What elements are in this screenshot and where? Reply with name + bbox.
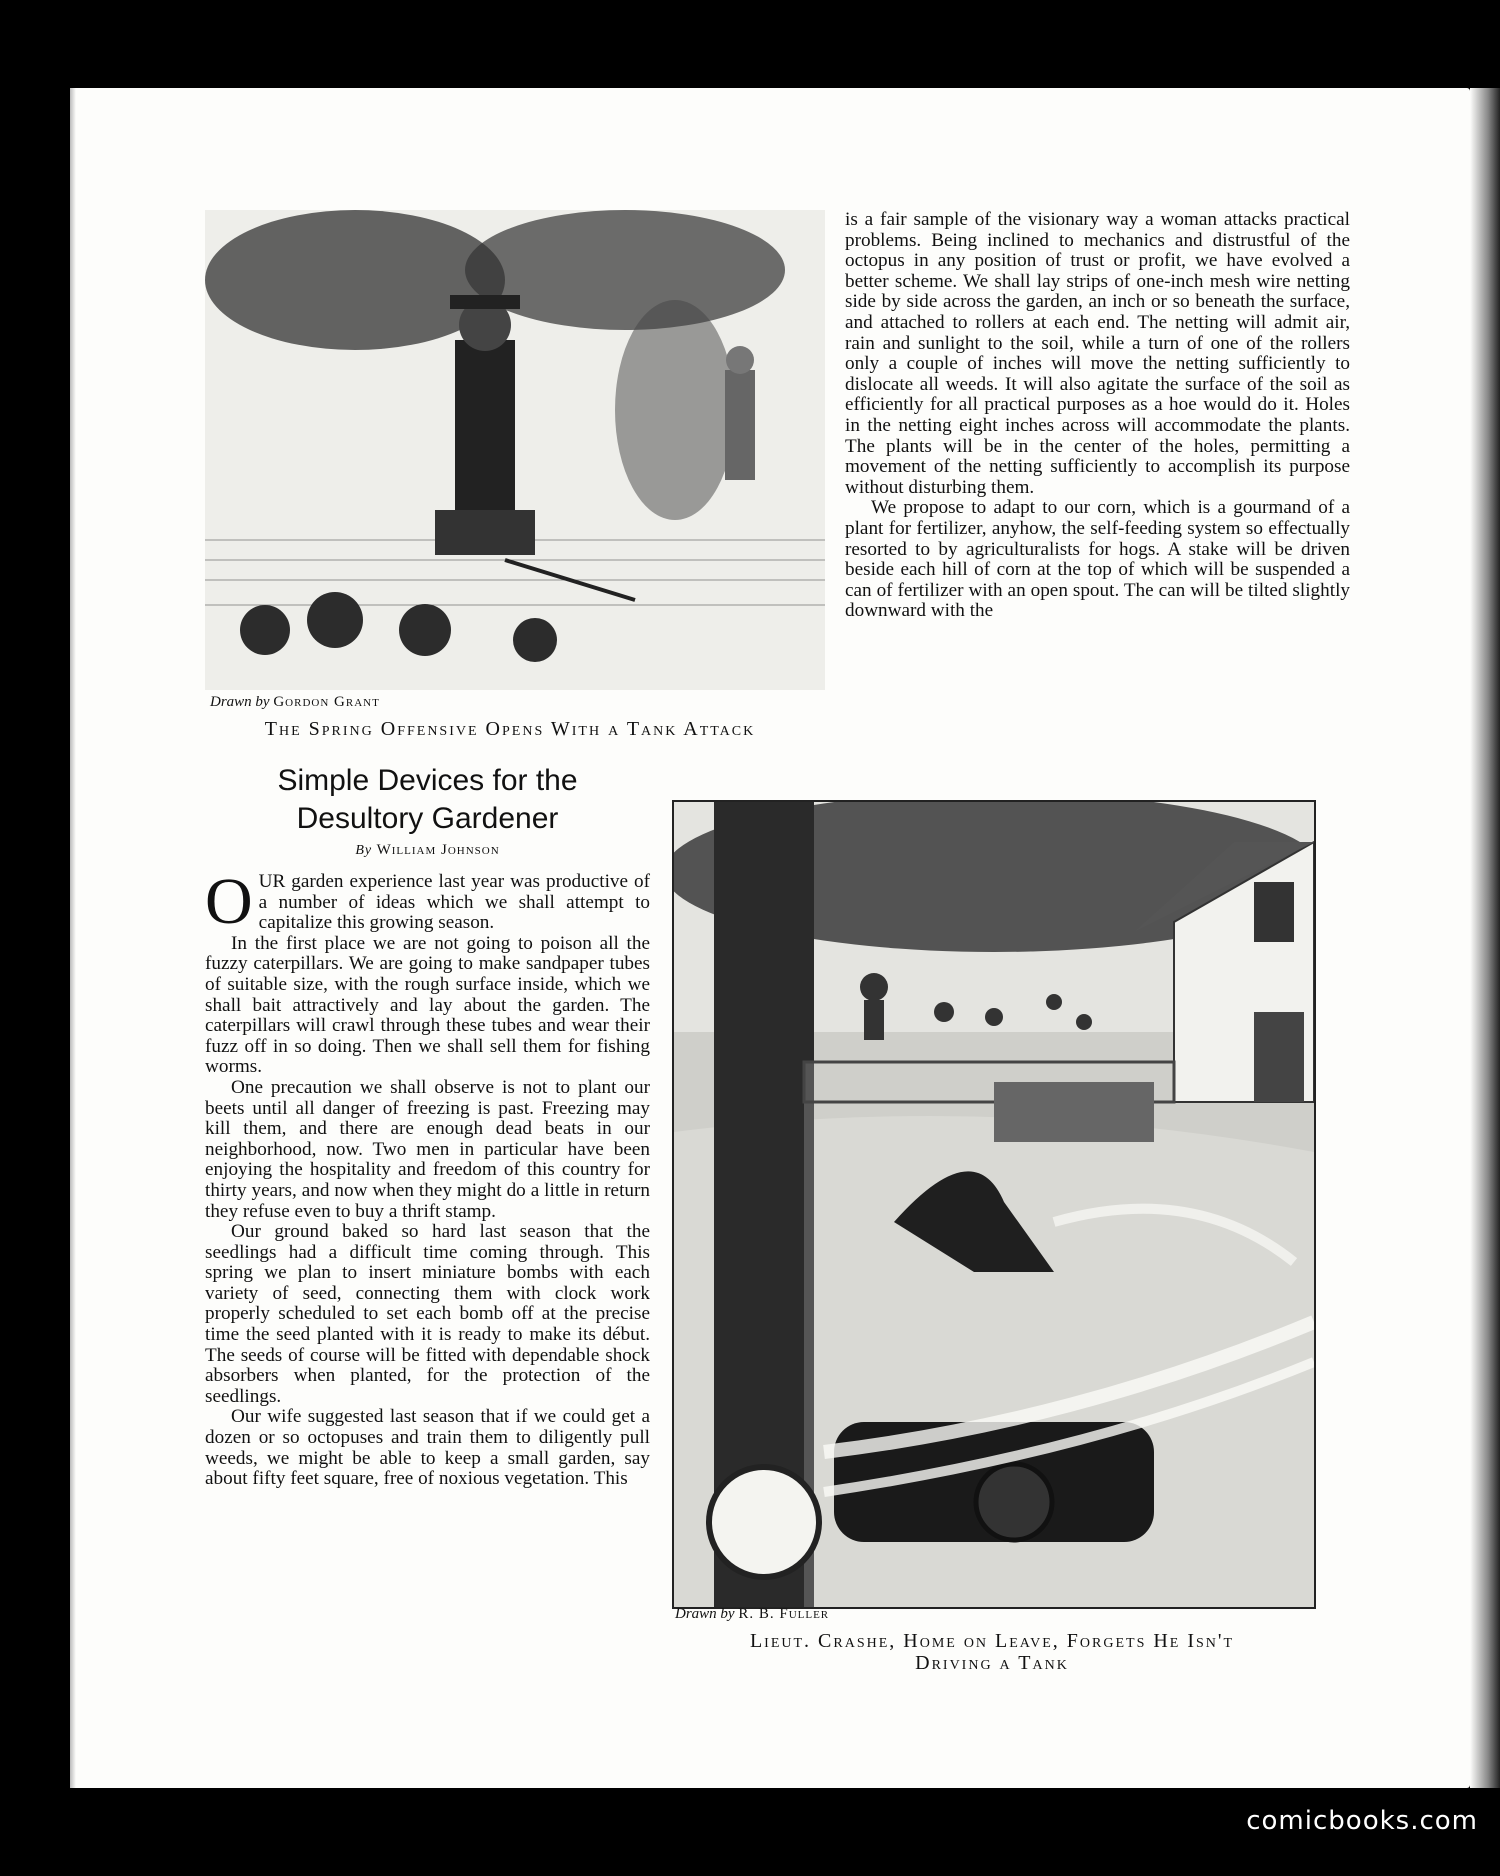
site-watermark: comicbooks.com bbox=[1246, 1806, 1478, 1836]
bottom-illustration-caption bbox=[672, 1630, 1312, 1674]
credit-prefix: Drawn by bbox=[210, 694, 270, 710]
left-column-text bbox=[205, 865, 650, 1490]
article-paragraph: We propose to adapt to our corn, which is a gourmand of a plant for fertilizer, anyhow, the self-feeding system so effectually resorted to by agriculturalists for hogs. A stake will be driven beside each hill of corn at the top of which will be suspended a can of fertilizer with an open spout. The can will be tilted slightly downward with the bbox=[845, 497, 1350, 622]
top-illustration-caption: The Spring Offensive Opens With a Tank Attack bbox=[264, 718, 756, 740]
article-paragraph: In the first place we are not going to poison all the fuzzy caterpillars. We are going to make sandpaper tubes of suitable size, with the rough surface inside, which we shall bait attractively and lay about the garden. The caterpillars will crawl through these tubes and wear their fuzz off in so doing. Then we shall sell them for fishing worms. bbox=[205, 932, 650, 1078]
page-spine-shadow bbox=[1470, 88, 1500, 1788]
article-paragraph: One precaution we shall observe is not to plant our beets until all danger of freezing is past. Freezing may kill them, and there are enough dead beats in our neighborhood, now. Two men in particular have been enjoying the hospitality and freedom of this country for thirty years, and now when they might do a little in return they refuse even to buy a thrift stamp. bbox=[205, 1076, 650, 1222]
caption-line-1: Lieut. Crashe, Home on Leave, Forgets He Isn't bbox=[749, 1630, 1235, 1652]
right-column-text bbox=[845, 210, 1350, 622]
bottom-illustration-credit bbox=[675, 1606, 829, 1623]
top-illustration-credit bbox=[210, 694, 380, 711]
article-paragraph: is a fair sample of the visionary way a woman attacks practical problems. Being inclined to mechanics and distrustful of the octopus in any position of trust or profit, we have evolved a better scheme. We shall lay strips of one-inch mesh wire netting side by side across the garden, an inch or so beneath the surface, and attached to rollers at each end. The netting will admit air, rain and sunlight to the soil, while a turn of one of the rollers only a couple of inches will move the netting sufficiently to dislocate all weeds. It will also agitate the surface of the soil as efficiently for all practical purposes as a hoe would do it. Holes in the netting eight inches across will accommodate the plants. The plants will be in the center of the holes, permitting a movement of the netting sufficiently to accomplish its purpose without disturbing them. bbox=[845, 209, 1350, 498]
car-crash-illustration bbox=[672, 800, 1316, 1609]
garden-spray-illustration bbox=[205, 210, 825, 690]
article-title bbox=[205, 762, 650, 838]
page-edge bbox=[70, 88, 76, 1788]
caption-line-2: Driving a Tank bbox=[915, 1652, 1069, 1674]
byline-author: William Johnson bbox=[376, 842, 500, 858]
article-paragraph bbox=[205, 865, 650, 938]
credit-artist-name: Gordon Grant bbox=[273, 694, 380, 710]
article-paragraph: Our ground baked so hard last season that the seedlings had a difficult time coming through. This spring we plan to insert miniature bombs with each variety of seed, connecting them with clock work properly scheduled to set each bomb off at the precise time the seed planted with it is ready to make its début. The seeds of course will be fitted with dependable shock absorbers when planted, for the protection of the seedlings. bbox=[205, 1221, 650, 1407]
credit-artist-name: R. B. Fuller bbox=[738, 1606, 830, 1622]
byline-prefix: By bbox=[355, 843, 373, 858]
title-line-2: Desultory Gardener bbox=[296, 802, 559, 835]
drop-cap: O bbox=[205, 865, 253, 938]
paragraph-text: UR garden experience last year was productive of a number of ideas which we shall attempt to capitalize this growing season. bbox=[258, 871, 650, 934]
title-line-1: Simple Devices for the bbox=[277, 764, 578, 797]
article-byline bbox=[205, 842, 650, 859]
article-paragraph: Our wife suggested last season that if we could get a dozen or so octopuses and train them to diligently pull weeds, we might be able to keep a small garden, say about fifty feet square, free of noxious vegetation. This bbox=[205, 1406, 650, 1490]
credit-prefix: Drawn by bbox=[675, 1606, 735, 1622]
